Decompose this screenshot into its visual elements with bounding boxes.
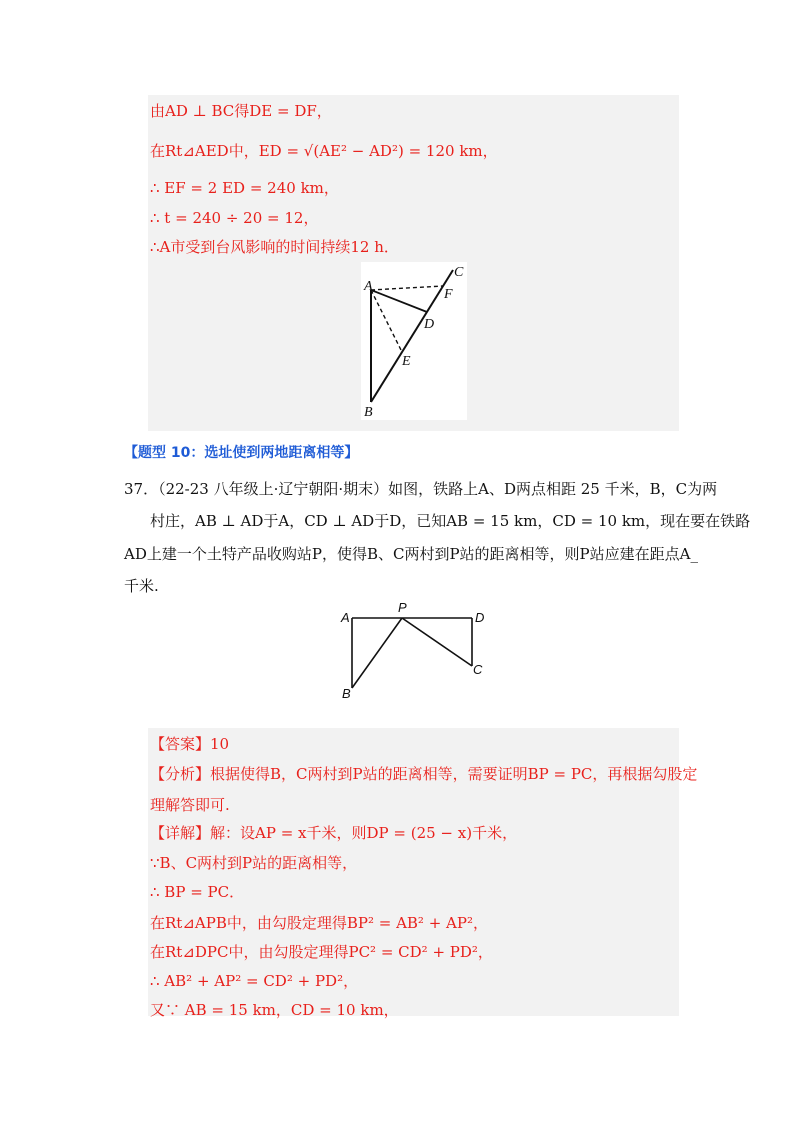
- segment-ad: [371, 290, 427, 312]
- label-a: A: [341, 610, 350, 625]
- label-c: C: [473, 662, 483, 677]
- segment-ae-dashed: [371, 290, 402, 352]
- answer-line: 【答案】10: [150, 735, 230, 753]
- solution-line-2: 在Rt⊿AED中，ED = √(AE² − AD²) = 120 km，: [150, 142, 498, 160]
- label-f: F: [444, 287, 453, 302]
- detail-line-1: 【详解】解：设AP = x千米，则DP = (25 − x)千米，: [150, 824, 518, 842]
- figure-railway-station: [338, 600, 488, 704]
- detail-line-2: ∵B、C两村到P站的距离相等，: [150, 854, 358, 872]
- segment-af-dashed: [371, 286, 443, 290]
- solution-line-5: ∴A市受到台风影响的时间持续12 h．: [150, 238, 399, 256]
- problem-line-1: 37．（22-23 八年级上·辽宁朝阳·期末）如图，铁路上A、D两点相距 25 千米，B，C为两: [124, 480, 718, 498]
- label-c: C: [454, 265, 464, 280]
- figure-triangle-typhoon: [361, 262, 467, 420]
- segment-bp: [352, 618, 402, 688]
- analysis-line-1: 【分析】根据使得B，C两村到P站的距离相等，需要证明BP = PC，再根据勾股定: [150, 765, 698, 783]
- solution-line-4: ∴ t = 240 ÷ 20 = 12，: [150, 209, 319, 227]
- label-b: B: [342, 686, 351, 701]
- solution-line-1: 由AD ⊥ BC得DE = DF，: [150, 102, 332, 120]
- label-p: P: [398, 600, 407, 615]
- solution-line-3: ∴ EF = 2 ED = 240 km，: [150, 179, 339, 197]
- analysis-line-2: 理解答即可.: [150, 796, 230, 814]
- label-d: D: [475, 610, 485, 625]
- problem-line-2: 村庄，AB ⊥ AD于A，CD ⊥ AD于D，已知AB = 15 km，CD = 10 km，现在要在铁路: [150, 512, 751, 530]
- label-d: D: [424, 317, 435, 332]
- detail-line-7: 又∵ AB = 15 km，CD = 10 km，: [150, 1001, 399, 1019]
- detail-line-5: 在Rt⊿DPC中，由勾股定理得PC² = CD² + PD²，: [150, 943, 493, 961]
- segment-bc: [371, 270, 453, 402]
- section-heading: 【题型 10：选址使到两地距离相等】: [124, 445, 359, 461]
- detail-line-4: 在Rt⊿APB中，由勾股定理得BP² = AB² + AP²，: [150, 914, 488, 932]
- detail-line-3: ∴ BP = PC．: [150, 883, 245, 901]
- label-a: A: [364, 279, 373, 294]
- problem-line-3: AD上建一个土特产品收购站P，使得B、C两村到P站的距离相等，则P站应建在距点A_: [124, 545, 698, 563]
- label-e: E: [402, 354, 411, 369]
- problem-line-4: 千米.: [124, 577, 159, 595]
- label-b: B: [364, 405, 373, 420]
- segment-pc: [402, 618, 472, 666]
- detail-line-6: ∴ AB² + AP² = CD² + PD²，: [150, 972, 359, 990]
